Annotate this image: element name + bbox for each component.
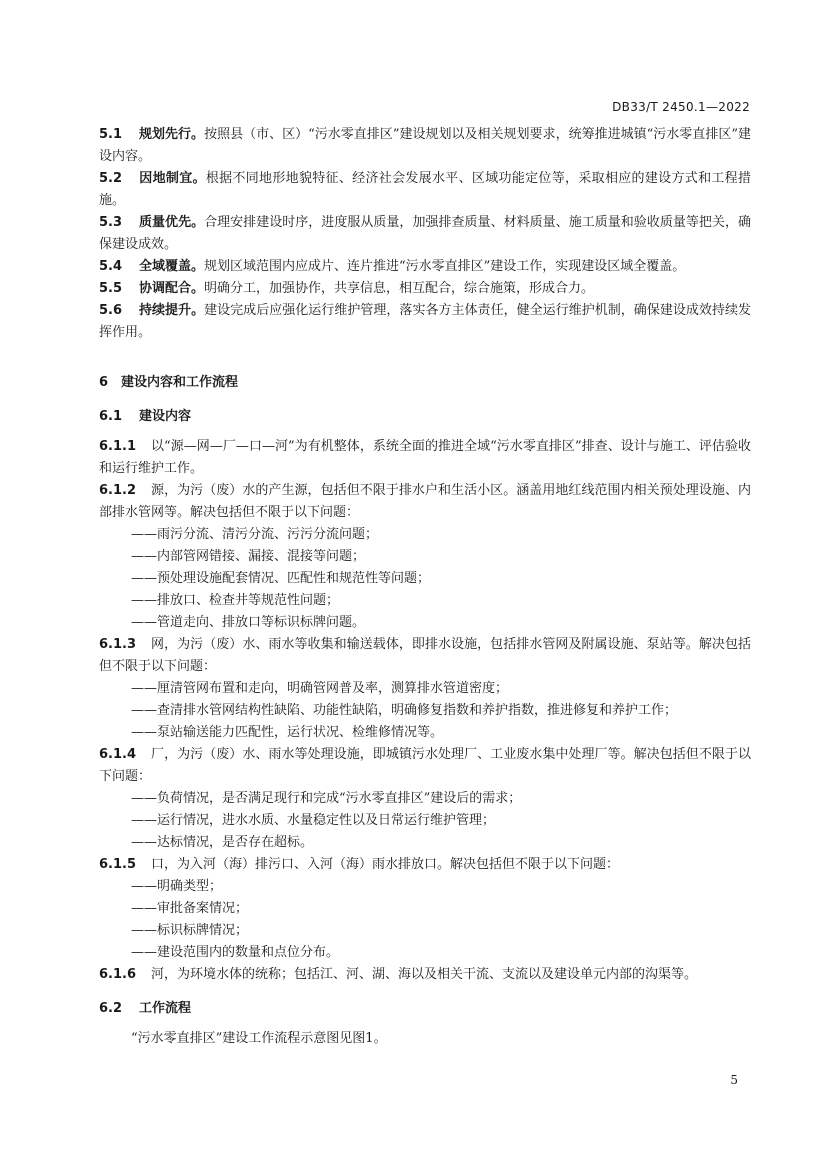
section-6-2-heading: 6.2 工作流程 [99,1001,192,1016]
list-item: ——达标情况，是否存在超标。 [131,835,314,850]
list-item: ——泵站输送能力匹配性，运行状况、检维修情况等。 [131,725,444,740]
principles-list [99,124,751,344]
list-item: ——标识标牌情况； [131,923,249,938]
clause-6-1-5: 6.1.5 口，为入河（海）排污口、入河（海）雨水排放口。解决包括但不限于以下问题： [99,857,620,872]
list-item: ——排放口、检查井等规范性问题； [131,593,340,608]
section-6-1-heading: 6.1 建设内容 [99,409,192,424]
clause-6-1-4: 6.1.4 厂，为污（废）水、雨水等处理设施，即城镇污水处理厂、工业废水集中处理厂等。解决包括但不限于以下问题： [99,747,751,784]
list-item: ——运行情况，进水水质、水量稳定性以及日常运行维护管理； [131,813,496,828]
list-item: ——建设范围内的数量和点位分布。 [131,945,340,960]
list-item: ——负荷情况，是否满足现行和完成“污水零直排区”建设后的需求； [131,791,522,806]
document-id: DB33/T 2450.1—2022 [612,100,750,114]
clause-6-1-2: 6.1.2 源，为污（废）水的产生源，包括但不限于排水户和生活小区。涵盖用地红线范围内相关预处理设施、内部排水管网等。解决包括但不限于以下问题： [99,483,751,520]
clause-5-5: 5.5 协调配合。明确分工，加强协作，共享信息，相互配合，综合施策，形成合力。 [99,281,595,296]
page-content [99,124,751,1050]
list-item: ——明确类型； [131,879,223,894]
list-item: ——厘清管网布置和走向，明确管网普及率，测算排水管道密度； [131,681,509,696]
clause-6-1-3: 6.1.3 网，为污（废）水、雨水等收集和输送载体，即排水设施，包括排水管网及附属设施、泵站等。解决包括但不限于以下问题： [99,637,751,674]
list-item: ——管道走向、排放口等标识标牌问题。 [131,615,366,630]
list-item: ——雨污分流、清污分流、污污分流问题； [131,527,379,542]
clause-6-1-6: 6.1.6 河，为环境水体的统称；包括江、河、湖、海以及相关干流、支流以及建设单元内部的沟渠等。 [99,967,698,982]
list-item: ——内部管网错接、漏接、混接等问题； [131,549,366,564]
list-item: ——查清排水管网结构性缺陷、功能性缺陷，明确修复指数和养护指数，推进修复和养护工作； [131,703,678,718]
clause-6-1-1: 6.1.1 以“源—网—厂—口—河”为有机整体，系统全面的推进全域“污水零直排区”排查、设计与施工、评估验收和运行维护工作。 [99,439,751,476]
workflow-paragraph: “污水零直排区”建设工作流程示意图见图1。 [131,1031,387,1046]
clause-5-3: 5.3 质量优先。合理安排建设时序，进度服从质量，加强排查质量、材料质量、施工质量和验收质量等把关，确保建设成效。 [99,215,751,252]
section-6-heading: 6 建设内容和工作流程 [99,375,239,390]
clause-5-2: 5.2 因地制宜。根据不同地形地貌特征、经济社会发展水平、区域功能定位等，采取相应的建设方式和工程措施。 [99,171,751,208]
clause-5-4: 5.4 全域覆盖。规划区域范围内应成片、连片推进“污水零直排区”建设工作，实现建设区域全覆盖。 [99,259,686,274]
list-item: ——预处理设施配套情况、匹配性和规范性等问题； [131,571,431,586]
page-number: 5 [730,1073,738,1087]
list-item: ——审批备案情况； [131,901,249,916]
clause-5-6: 5.6 持续提升。建设完成后应强化运行维护管理，落实各方主体责任，健全运行维护机制，确保建设成效持续发挥作用。 [99,303,751,340]
clause-5-1: 5.1 规划先行。按照县（市、区）“污水零直排区”建设规划以及相关规划要求，统筹推进城镇“污水零直排区”建设内容。 [99,127,751,164]
